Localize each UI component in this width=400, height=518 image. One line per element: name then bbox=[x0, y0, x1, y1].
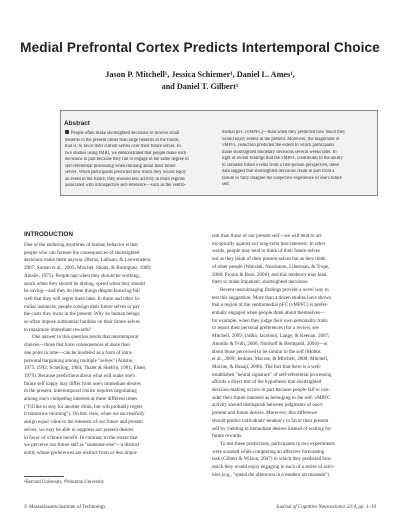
text-line: task (Gilbert & Wilson, 2007) in which they predicted how bbox=[212, 456, 332, 463]
journal-citation: Journal of Cognitive Neuroscience 23:4, pp. 1–10 bbox=[275, 505, 376, 510]
introduction-heading: INTRODUCTION bbox=[24, 231, 73, 238]
text-line: would enjoy events in the present. Moreover, the magnitude of bbox=[222, 136, 340, 142]
text-line: affords a direct test of the hypothesis that shortsighted bbox=[212, 379, 322, 386]
text-line: established "neural signature" of self-referential processing bbox=[212, 371, 332, 378]
text-line: Mitchell, 2009; Uddin, Iacoboni, Lange, & Keenan, 2007; bbox=[212, 333, 330, 340]
text-line: Macrae, & Banaji, 2006). The fact that there is a well- bbox=[212, 363, 322, 370]
text-line-content: two studies using fMRI, we demonstrated that people make such bbox=[65, 150, 187, 156]
abstract-right-column bbox=[222, 130, 372, 189]
text-line: for example, when they judge their own personality traits bbox=[212, 317, 328, 324]
text-line bbox=[65, 130, 215, 138]
text-line: should predict individuals' tendency to favor their present bbox=[212, 417, 329, 424]
text-line: to maximize immediate rewards? bbox=[24, 326, 92, 333]
text-line: them to make impatient, shortsighted decisions. bbox=[212, 279, 309, 286]
text-line: One of the enduring mysteries of human behavior is that bbox=[24, 242, 138, 248]
text-line: data suggest that shortsighted decisions result in part from a bbox=[222, 169, 335, 174]
text-line-content: an event in the future, they showed less activity in brain regions bbox=[65, 176, 185, 182]
introduction-left-column bbox=[24, 242, 189, 458]
text-line: to simulate future events from a first-person perspective, these bbox=[222, 162, 340, 168]
text-line: much they would enjoy engaging in each of a series of activ- bbox=[212, 464, 335, 471]
text-line: sider their future interests as belonging to the self: vMPFC bbox=[212, 394, 331, 401]
text-line: made shortsighted monetary decisions several weeks later. In bbox=[222, 149, 337, 155]
text-line: assign equal value to the interests of our future and present bbox=[24, 419, 143, 426]
text-line: present and future desires. Moreover, this difference bbox=[212, 410, 318, 417]
text-line-content: that is, to favor their current selves over their future selves. In bbox=[65, 144, 181, 149]
text-line: future rewards. bbox=[212, 433, 243, 440]
text-line: failure to fully imagine the subjective experience of one's future bbox=[222, 175, 342, 181]
text-line: ities (e.g., "spend the afternoon in a modern art museum") bbox=[212, 471, 330, 478]
text-line: decision-making occurs in part because people fail to con- bbox=[212, 387, 330, 394]
text-line: 1975, 1992; Schelling, 1984; Thaler & Shefrin, 1981; Elster, bbox=[24, 365, 147, 372]
text-line: the costs they incur in the present. Why do human beings bbox=[24, 311, 140, 318]
text-line: future self happy may differ from one's immediate desires bbox=[24, 380, 141, 387]
text-line: choices—those that have consequences at more than bbox=[24, 342, 130, 349]
text-line: self. bbox=[222, 182, 230, 187]
text-line: that a region of the ventromedial pFC (vMPFC) is prefer- bbox=[212, 302, 329, 309]
text-line: Ainslie, 1975). People nap when they should be working, bbox=[24, 272, 140, 279]
affiliation-footnote: ¹Harvard University, ²Princeton University bbox=[24, 480, 105, 485]
text-line bbox=[65, 183, 215, 190]
text-line: self by yielding to immediate desires instead of waiting for bbox=[212, 425, 331, 432]
text-line: in the present, intertemporal choice requires negotiating bbox=[24, 388, 137, 395]
text-line: 1979). Because predictions about what will make one's bbox=[24, 372, 136, 379]
footnote-divider bbox=[24, 476, 64, 477]
paper-title: Medial Prefrontal Cortex Predicts Intertemporal Choice bbox=[20, 40, 380, 55]
abstract-heading: Abstract bbox=[64, 120, 90, 127]
text-line: light of recent findings that the vMPFC contributes to the ability bbox=[222, 156, 343, 161]
text-line: words, people may tend to think of their future selves bbox=[212, 248, 320, 255]
text-line: were scanned while completing an affective forecasting bbox=[212, 448, 325, 455]
text-line: or report their personal preferences (for a review, see bbox=[212, 325, 319, 332]
text-line: tant than those of our present self—we will tend to act bbox=[212, 233, 322, 239]
text-line: entity whose preferences are distinct from or less impor- bbox=[24, 449, 138, 456]
text-line: personal bargaining among multiple "selves" (Ainslie, bbox=[24, 357, 134, 364]
text-line: decisions make them anyway (Berns, Laibson, & Loewenstein, bbox=[24, 257, 152, 264]
text-line: about those perceived to be similar to the self (Mobbs bbox=[212, 348, 321, 355]
text-line: et al., 2009; Jenkins, Macrae, & Mitchell, 2008; Mitchell, bbox=[212, 356, 329, 363]
text-line: test this suggestion. More than a dozen studies have shown bbox=[212, 294, 332, 301]
text-line: snack when they should be dieting, spend when they should bbox=[24, 280, 145, 287]
text-line: activity should distinguish between judgments of one's bbox=[212, 402, 323, 409]
text-line-content: associated with introspective self-reference—such as the ventro- bbox=[65, 183, 187, 188]
author-line-2: and Daniel T. Gilbert¹ bbox=[161, 82, 239, 91]
author-line-1: Jason P. Mitchell¹, Jessica Schirmer¹, Daniel L. Ames¹, bbox=[105, 70, 295, 79]
text-line: medial pFC (vMPFC)—than when they predicted how much they bbox=[222, 130, 346, 135]
text-line: Recent neuroimaging findings provide a novel way to bbox=[220, 286, 329, 293]
text-line-content: selves. When participants predicted how much they would enjoy bbox=[65, 170, 187, 175]
text-line: people who can foresee the consequences of shortsighted bbox=[24, 249, 140, 256]
text-line: not as they think of their present selves but as they think bbox=[212, 256, 326, 263]
text-line: well that they will regret them later. In these and other fa- bbox=[24, 295, 141, 302]
abstract-left-column bbox=[65, 130, 215, 190]
text-line: so often impose substantial burdens on their future selves bbox=[24, 319, 140, 326]
text-line: entially engaged when people think about themselves— bbox=[212, 310, 325, 317]
text-line-content: self-referential processing when thinking about their future bbox=[65, 163, 176, 169]
text-line: One answer to this question posits that intertemporal bbox=[32, 334, 139, 341]
text-line: we perceive our future self as "someone else"—a distinct bbox=[24, 442, 140, 449]
text-line: 2007; Soman et al., 2005; Mischel, Shoda, & Rodriguez, 1989; bbox=[24, 265, 152, 272]
text-line: in favor of a future benefit. In contrast, to the extent that bbox=[24, 434, 138, 441]
text-line: To test these predictions, participants in two experiments bbox=[220, 440, 335, 447]
copyright-notice: © Massachusetts Institute of Technology bbox=[24, 505, 106, 510]
text-line: of other people (Wakslak, Nussbaum, Liberman, & Trope, bbox=[212, 263, 330, 270]
text-line-content: decisions in part because they fail to engage in the same degree of bbox=[65, 157, 189, 162]
text-line: Amodio & Frith, 2006; Northoff & Bermpohl, 2004)—or bbox=[212, 340, 328, 347]
text-line: ("I'd like to stay for another drink, but will probably regret bbox=[24, 403, 143, 410]
author-list bbox=[40, 69, 360, 93]
square-bullet-icon bbox=[65, 130, 69, 134]
text-line: 2008; Pronin & Ross, 2006), and this tendency may lead bbox=[212, 271, 327, 278]
text-line: miliar instances, people consign their future selves to pay bbox=[24, 303, 140, 310]
text-line-content: People often make shortsighted decisions to receive small bbox=[71, 131, 180, 136]
text-line: vMPFC reduction predicted the extent to which participants bbox=[222, 143, 335, 148]
text-line: it tomorrow morning"). On this view, when we successfully bbox=[24, 411, 145, 418]
introduction-right-column bbox=[212, 233, 377, 480]
text-line-content: benefits in the present rather than large benefits in the future, bbox=[65, 137, 180, 143]
text-line: one point in time—can be modeled as a form of intra- bbox=[24, 349, 133, 356]
text-line: myopically against our long-term best interests. In other bbox=[212, 240, 326, 247]
text-line: selves, we may be able to suppress our present desires bbox=[24, 426, 134, 433]
text-line: be saving—and they do these things despite knowing full bbox=[24, 288, 140, 295]
text-line: among one's competing interests at these different times bbox=[24, 396, 138, 403]
